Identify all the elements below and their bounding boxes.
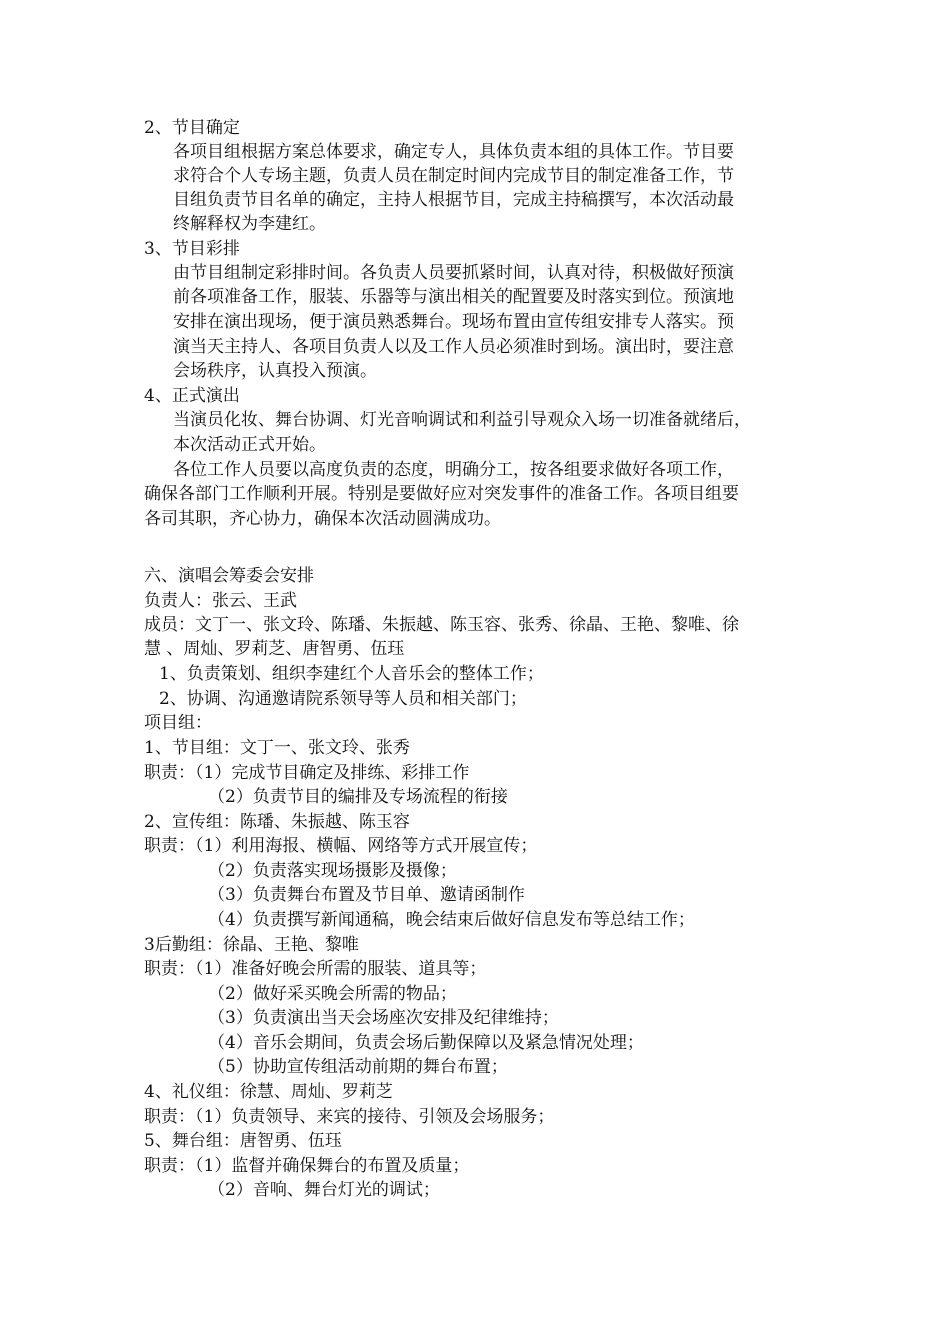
section-heading: 六、演唱会筹委会安排	[144, 566, 314, 586]
leader-line: 负责人：张云、王武	[144, 591, 297, 611]
paragraph-line: 目组负责节目名单的确定，主持人根据节目，完成主持稿撰写，本次活动最	[173, 190, 734, 210]
group-title: 5、舞台组：唐智勇、伍珏	[144, 1131, 342, 1151]
paragraph-line: 由节目组制定彩排时间。各负责人员要抓紧时间，认真对待，积极做好预演	[173, 263, 734, 283]
group-duty: 职责：（1）完成节目确定及排练、彩排工作	[144, 763, 470, 783]
group-duty: （2）做好采买晚会所需的物品；	[208, 984, 457, 1004]
paragraph-line: 前各项准备工作，服装、乐器等与演出相关的配置要及时落实到位。预演地	[173, 287, 734, 307]
paragraph-line: 会场秩序，认真投入预演。	[173, 361, 377, 381]
group-duty: 职责：（1）负责领导、来宾的接待、引领及会场服务；	[144, 1107, 555, 1127]
paragraph-line: 各项目组根据方案总体要求，确定专人，具体负责本组的具体工作。节目要	[173, 142, 734, 162]
group-duty: （3）负责舞台布置及节目单、邀请函制作	[208, 885, 525, 905]
item-title-rehearsal: 3、节目彩排	[144, 239, 240, 259]
paragraph-line: 安排在演出现场，便于演员熟悉舞台。现场布置由宣传组安排专人落实。预	[173, 312, 734, 332]
group-title: 3后勤组：徐晶、王艳、黎唯	[144, 935, 359, 955]
group-title: 4、礼仪组：徐慧、周灿、罗莉芝	[144, 1082, 393, 1102]
group-duty: 职责：（1）准备好晚会所需的服装、道具等；	[144, 959, 487, 979]
group-duty: （2）负责节目的编排及专场流程的衔接	[208, 787, 508, 807]
group-duty: 职责：（1）利用海报、横幅、网络等方式开展宣传；	[144, 836, 538, 856]
members-line: 慧 、周灿、罗莉芝、唐智勇、伍珏	[144, 639, 405, 659]
closing-line: 各司其职，齐心协力，确保本次活动圆满成功。	[144, 509, 501, 529]
group-duty: （2）负责落实现场摄影及摄像；	[208, 861, 457, 881]
group-duty: （5）协助宣传组活动前期的舞台布置；	[208, 1057, 508, 1077]
item-title-program-confirm: 2、节目确定	[144, 118, 240, 138]
group-title: 2、宣传组：陈璠、朱振越、陈玉容	[144, 812, 410, 832]
group-duty: 职责：（1）监督并确保舞台的布置及质量；	[144, 1156, 470, 1176]
item-title-performance: 4、正式演出	[144, 386, 240, 406]
group-duty: （3）负责演出当天会场座次安排及纪律维持；	[208, 1008, 559, 1028]
group-duty: （4）负责撰写新闻通稿，晚会结束后做好信息发布等总结工作；	[208, 910, 695, 930]
closing-line: 确保各部门工作顺利开展。特别是要做好应对突发事件的准备工作。各项目组要	[144, 484, 739, 504]
paragraph-line: 当演员化妆、舞台协调、灯光音响调试和利益引导观众入场一切准备就绪后，	[173, 410, 751, 430]
paragraph-line: 终解释权为李建红。	[173, 214, 326, 234]
paragraph-line: 求符合个人专场主题，负责人员在制定时间内完成节目的制定准备工作，节	[173, 166, 734, 186]
paragraph-line: 本次活动正式开始。	[173, 435, 326, 455]
group-title: 1、节目组：文丁一、张文玲、张秀	[144, 738, 410, 758]
paragraph-line: 演当天主持人、各项目负责人以及工作人员必须准时到场。演出时，要注意	[173, 337, 734, 357]
duty-line: 2、协调、沟通邀请院系领导等人员和相关部门；	[159, 689, 527, 709]
members-line: 成员：文丁一、张文玲、陈璠、朱振越、陈玉容、张秀、徐晶、王艳、黎唯、徐	[144, 615, 739, 635]
group-duty: （4）音乐会期间，负责会场后勤保障以及紧急情况处理；	[208, 1033, 644, 1053]
groups-label: 项目组：	[144, 713, 212, 733]
duty-line: 1、负责策划、组织李建红个人音乐会的整体工作；	[159, 664, 544, 684]
group-duty: （2）音响、舞台灯光的调试；	[208, 1180, 440, 1200]
closing-line: 各位工作人员要以高度负责的态度，明确分工，按各组要求做好各项工作，	[173, 460, 734, 480]
